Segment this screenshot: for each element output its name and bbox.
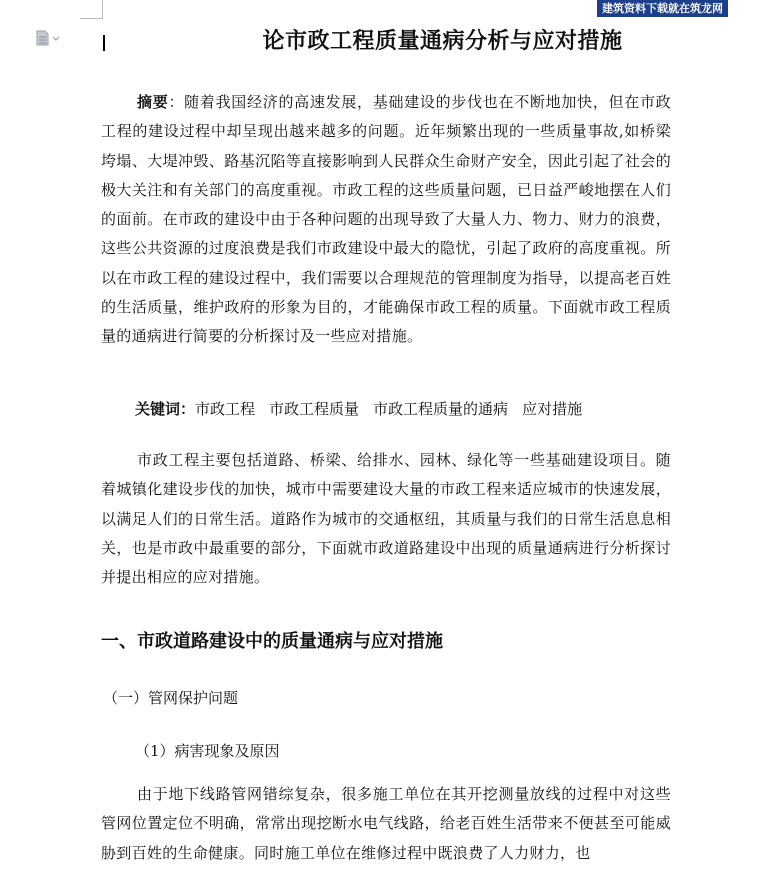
site-banner[interactable]: 建筑资料下载就在筑龙网 bbox=[597, 0, 728, 17]
intro-paragraph: 市政工程主要包括道路、桥梁、给排水、园林、绿化等一些基础建设项目。随着城镇化建设步伐的加快，城市中需要建设大量的市政工程来适应城市的快速发展，以满足人们的日常生活。道路作为城市的交通枢纽，其质量与我们的日常生活息息相关，也是市政中最重要的部分，下面就市政道路建设中出现的质量通病进行分析探讨并提出相应的应对措施。 bbox=[101, 451, 671, 587]
keyword-item: 市政工程质量 bbox=[269, 400, 360, 418]
body-paragraph: 由于地下线路管网错综复杂，很多施工单位在其开挖测量放线的过程中对这些管网位置定位不明确，常常出现挖断水电气线路，给老百姓生活带来不便甚至可能威胁到百姓的生命健康。同时施工单位在维修过程中既浪费了人力财力，也 bbox=[101, 785, 671, 862]
abstract-paragraph bbox=[101, 88, 671, 352]
document-title: 论市政工程质量通病分析与应对措施 bbox=[262, 28, 623, 54]
keywords-label: 关键词： bbox=[135, 400, 196, 418]
subsection-heading: （一）管网保护问题 bbox=[103, 689, 239, 707]
keywords-line bbox=[135, 395, 596, 423]
section-heading: 一、市政道路建设中的质量通病与应对措施 bbox=[101, 631, 443, 652]
keyword-item: 应对措施 bbox=[522, 400, 583, 418]
abstract-label: 摘要 bbox=[137, 93, 169, 111]
keyword-item: 市政工程质量的通病 bbox=[373, 400, 509, 418]
page-corner-mark bbox=[80, 0, 103, 19]
abstract-text: ：随着我国经济的高速发展，基础建设的步伐也在不断地加快，但在市政工程的建设过程中却呈现出越来越多的问题。近年频繁出现的一些质量事故,如桥梁垮塌、大堤冲毁、路基沉陷等直接影响到人民群众生命财产安全，因此引起了社会的极大关注和有关部门的高度重视。市政工程的这些质量问题，已日益严峻地摆在人们的面前。在市政的建设中由于各种问题的出现导致了大量人力、物力、财力的浪费，这些公共资源的过度浪费是我们市政建设中最大的隐忧，引起了政府的高度重视。所以在市政工程的建设过程中，我们需要以合理规范的管理制度为指导，以提高老百姓的生活质量，维护政府的形象为目的，才能确保市政工程的质量。下面就市政工程质量的通病进行简要的分析探讨及一些应对措施。 bbox=[101, 93, 671, 346]
keyword-item: 市政工程 bbox=[195, 400, 256, 418]
sub-subsection-heading: （1）病害现象及原因 bbox=[135, 742, 280, 760]
